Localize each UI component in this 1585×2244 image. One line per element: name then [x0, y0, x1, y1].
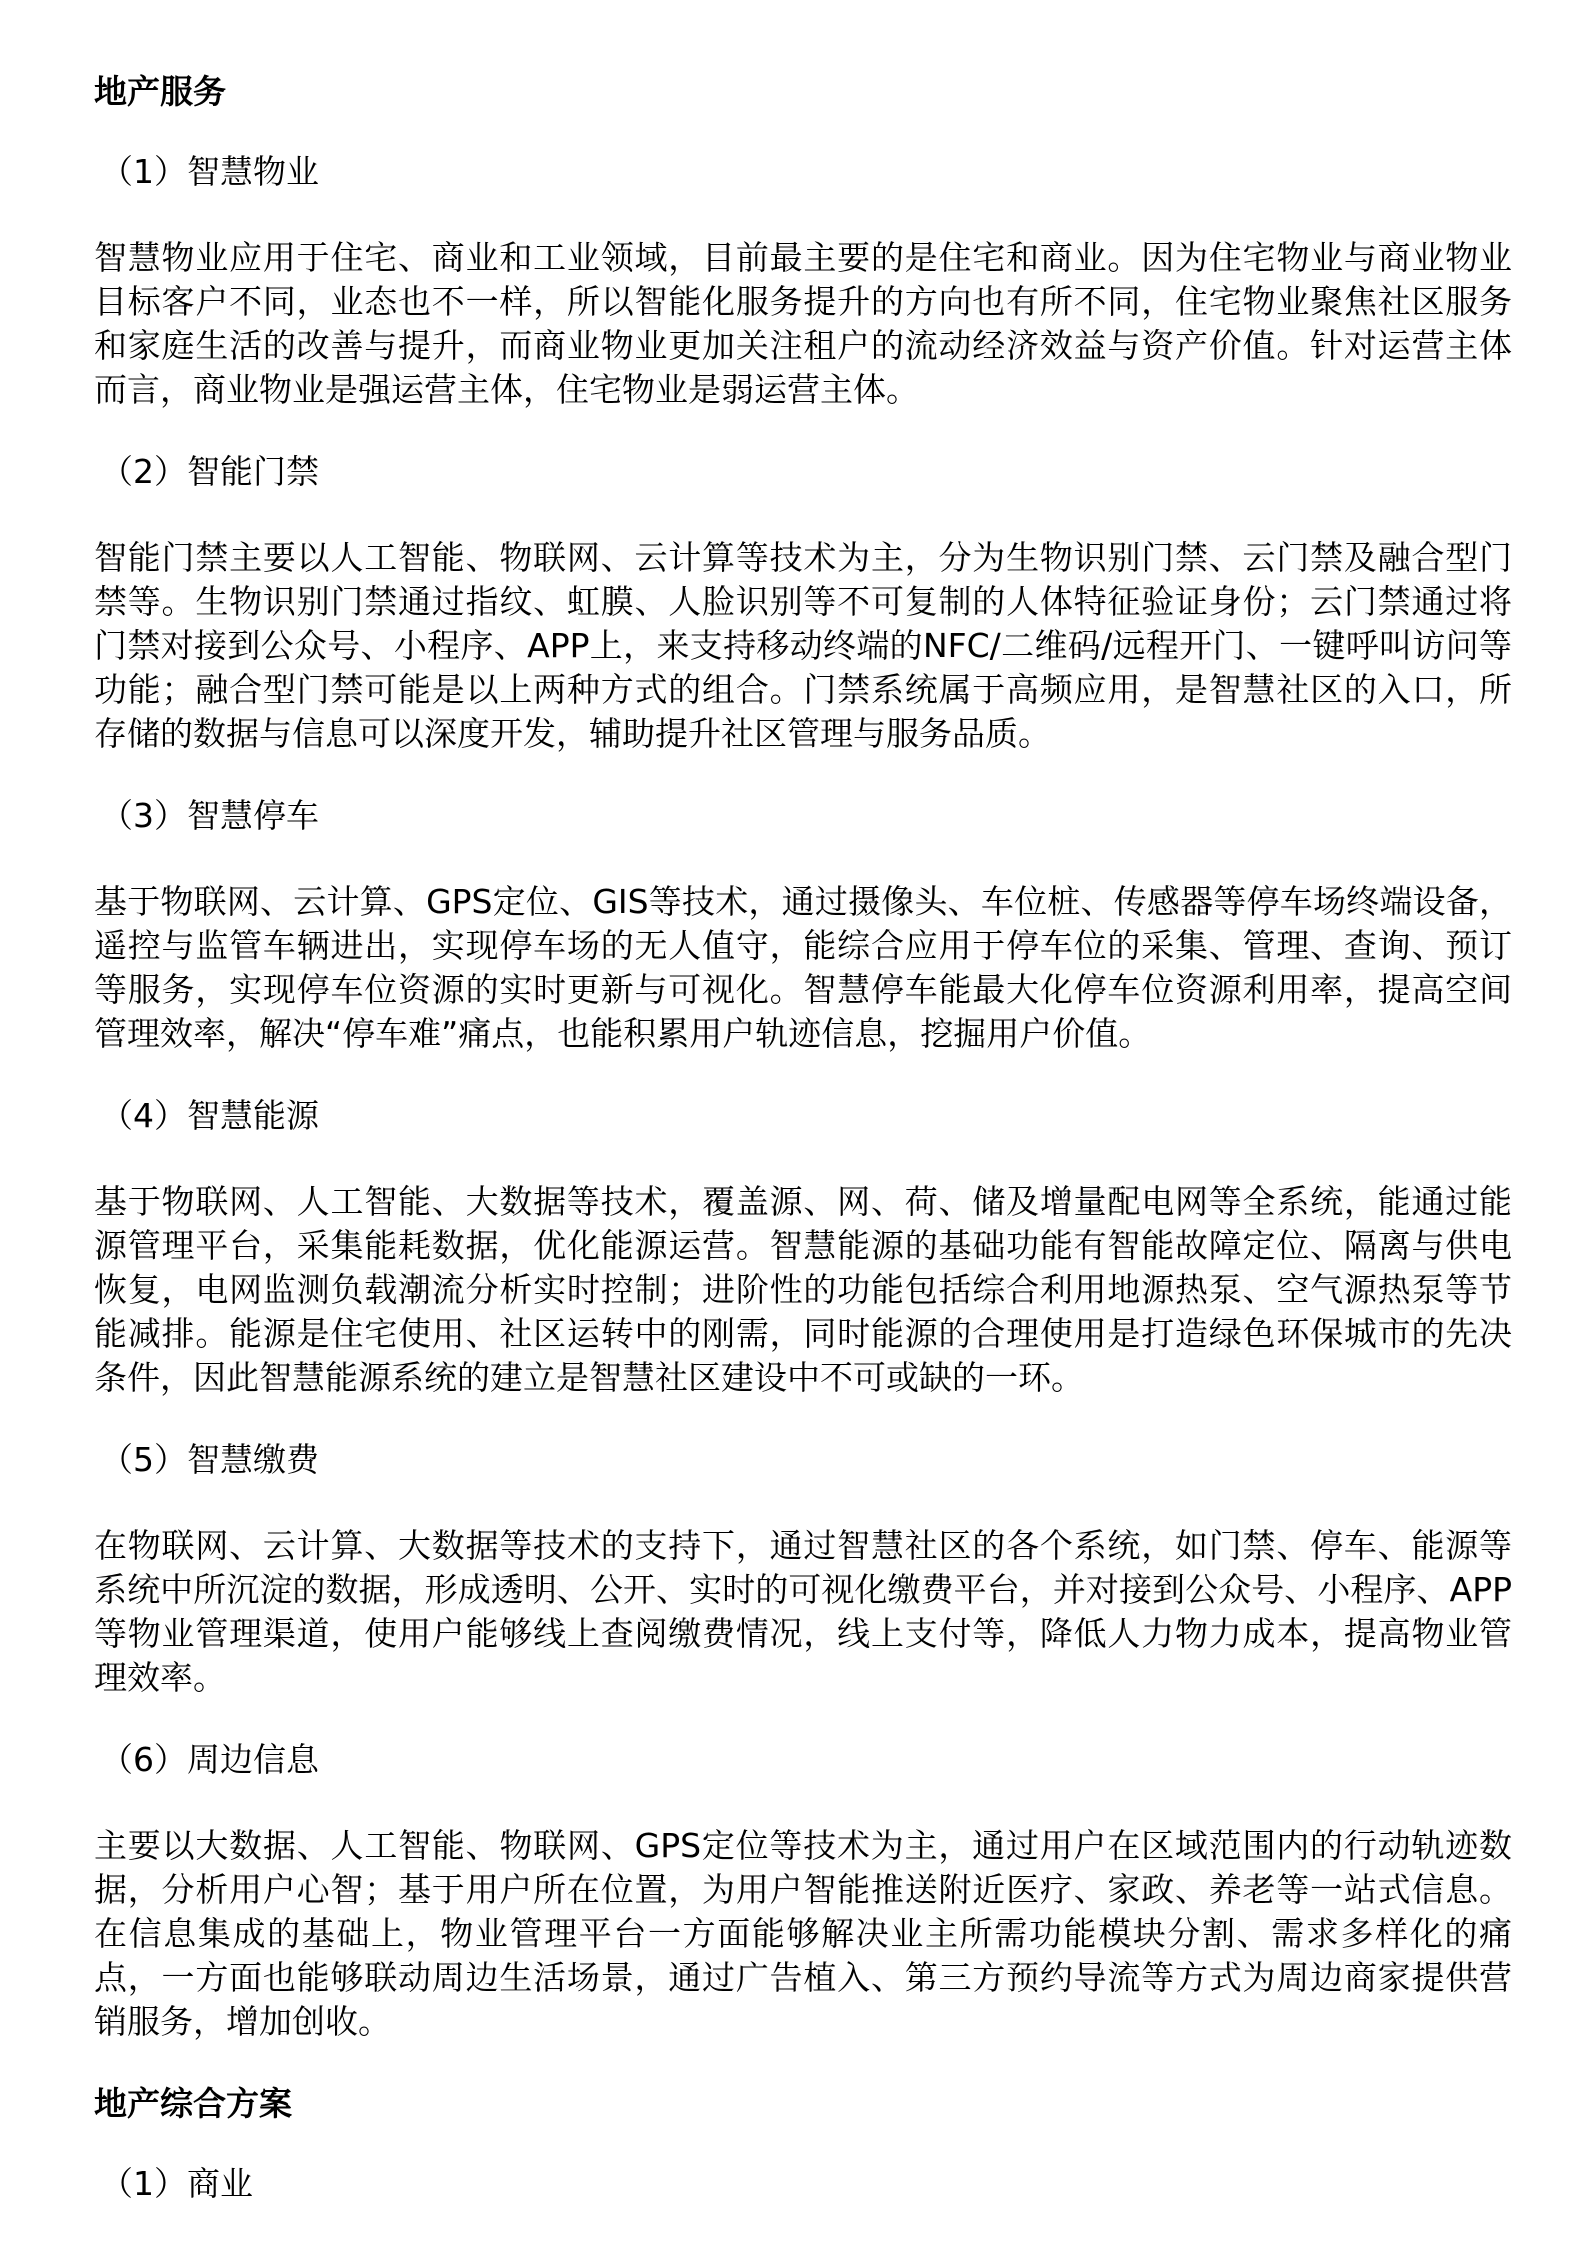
subheading-smart-parking: （3）智慧停车: [100, 796, 319, 835]
paragraph-smart-payment: 在物联网、云计算、大数据等技术的支持下，通过智慧社区的各个系统，如门禁、停车、能源等系统中所沉淀的数据，形成透明、公开、实时的可视化缴费平台，并对接到公众号、小程序、APP等物业管理渠道，使用户能够线上查阅缴费情况，线上支付等，降低人力物力成本，提高物业管理效率。: [94, 1526, 1512, 1697]
subheading-smart-access: （2）智能门禁: [100, 452, 319, 491]
subheading-nearby-info: （6）周边信息: [100, 1740, 319, 1779]
subheading-commercial: （1）商业: [100, 2164, 253, 2203]
document-page: [94, 72, 1512, 2204]
paragraph-smart-access: 智能门禁主要以人工智能、物联网、云计算等技术为主，分为生物识别门禁、云门禁及融合型门禁等。生物识别门禁通过指纹、虹膜、人脸识别等不可复制的人体特征验证身份；云门禁通过将门禁对接到公众号、小程序、APP上，来支持移动终端的NFC/二维码/远程开门、一键呼叫访问等功能；融合型门禁可能是以上两种方式的组合。门禁系统属于高频应用，是智慧社区的入口，所存储的数据与信息可以深度开发，辅助提升社区管理与服务品质。: [94, 538, 1512, 753]
section-heading-property-services: 地产服务: [94, 72, 226, 111]
subheading-smart-payment: （5）智慧缴费: [100, 1440, 319, 1479]
paragraph-smart-property: 智慧物业应用于住宅、商业和工业领域，目前最主要的是住宅和商业。因为住宅物业与商业物业目标客户不同，业态也不一样，所以智能化服务提升的方向也有所不同，住宅物业聚焦社区服务和家庭生活的改善与提升，而商业物业更加关注租户的流动经济效益与资产价值。针对运营主体而言，商业物业是强运营主体，住宅物业是弱运营主体。: [94, 238, 1512, 409]
paragraph-smart-parking: 基于物联网、云计算、GPS定位、GIS等技术，通过摄像头、车位桩、传感器等停车场终端设备，遥控与监管车辆进出，实现停车场的无人值守，能综合应用于停车位的采集、管理、查询、预订等服务，实现停车位资源的实时更新与可视化。智慧停车能最大化停车位资源利用率，提高空间管理效率，解决“停车难”痛点，也能积累用户轨迹信息，挖掘用户价值。: [94, 882, 1512, 1053]
paragraph-smart-energy: 基于物联网、人工智能、大数据等技术，覆盖源、网、荷、储及增量配电网等全系统，能通过能源管理平台，采集能耗数据，优化能源运营。智慧能源的基础功能有智能故障定位、隔离与供电恢复，电网监测负载潮流分析实时控制；进阶性的功能包括综合利用地源热泵、空气源热泵等节能减排。能源是住宅使用、社区运转中的刚需，同时能源的合理使用是打造绿色环保城市的先决条件，因此智慧能源系统的建立是智慧社区建设中不可或缺的一环。: [94, 1182, 1512, 1397]
subheading-smart-energy: （4）智慧能源: [100, 1096, 319, 1135]
subheading-smart-property: （1）智慧物业: [100, 152, 319, 191]
section-heading-integrated-solutions: 地产综合方案: [94, 2084, 292, 2123]
paragraph-nearby-info: 主要以大数据、人工智能、物联网、GPS定位等技术为主，通过用户在区域范围内的行动轨迹数据，分析用户心智；基于用户所在位置，为用户智能推送附近医疗、家政、养老等一站式信息。在信息集成的基础上，物业管理平台一方面能够解决业主所需功能模块分割、需求多样化的痛点，一方面也能够联动周边生活场景，通过广告植入、第三方预约导流等方式为周边商家提供营销服务，增加创收。: [94, 1826, 1512, 2041]
